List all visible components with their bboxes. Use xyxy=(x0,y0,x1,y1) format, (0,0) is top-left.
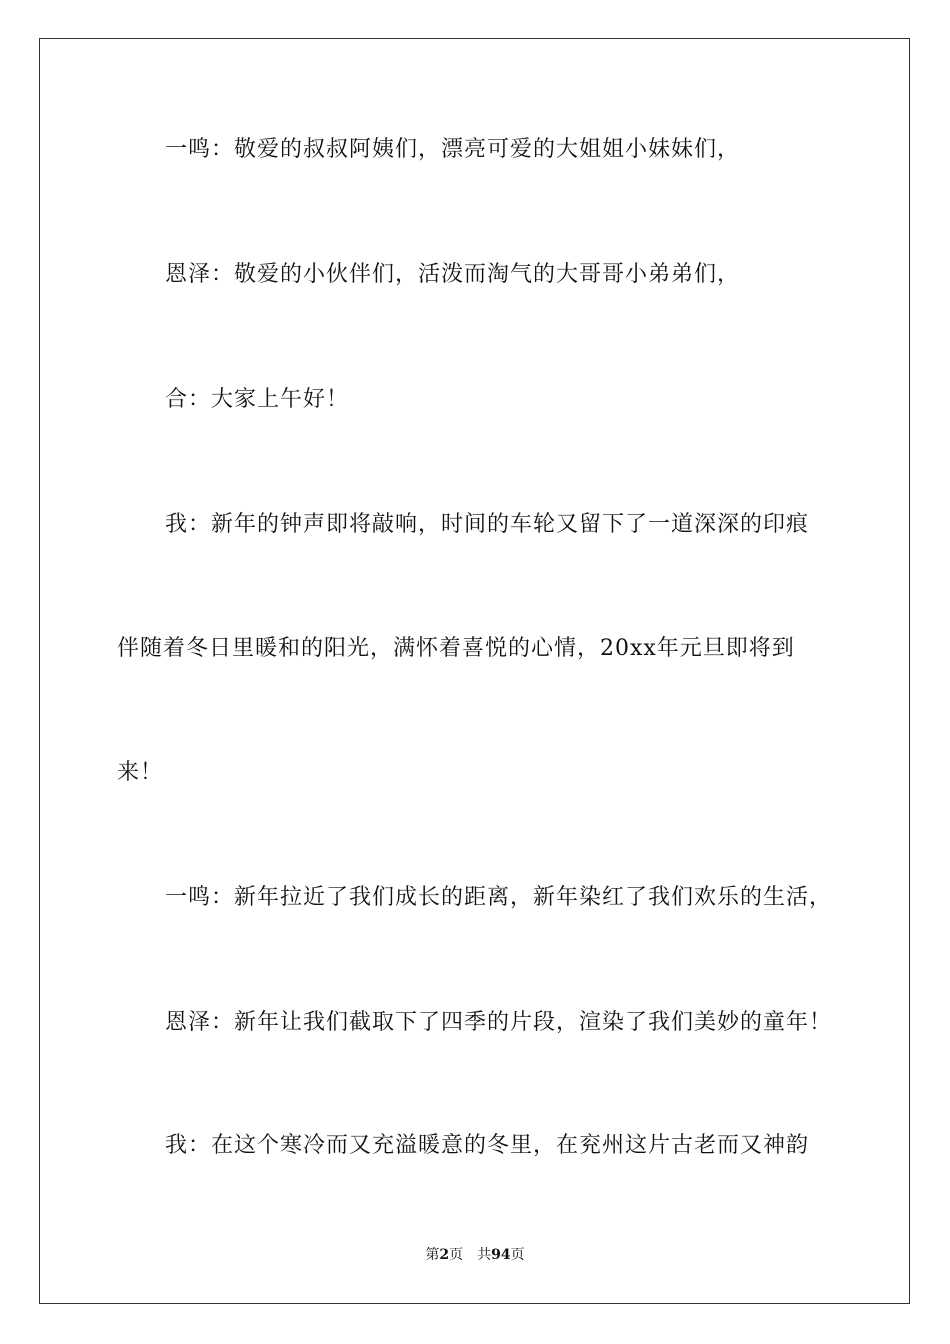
page-suffix: 页 xyxy=(449,1247,464,1263)
total-prefix: 共 xyxy=(477,1247,492,1263)
page-prefix: 第 xyxy=(425,1247,440,1263)
text-line-6: 来！ xyxy=(117,760,164,785)
page-footer xyxy=(0,1245,950,1265)
text-line-5: 伴随着冬日里暖和的阳光，满怀着喜悦的心情，20xx年元旦即将到 xyxy=(117,636,795,661)
text-line-1: 一鸣：敬爱的叔叔阿姨们，漂亮可爱的大姐姐小妹妹们， xyxy=(165,137,741,162)
total-pages: 94 xyxy=(491,1247,511,1263)
text-line-9: 我：在这个寒冷而又充溢暖意的冬里，在兖州这片古老而又神韵 xyxy=(165,1133,810,1158)
text-line-4: 我：新年的钟声即将敲响，时间的车轮又留下了一道深深的印痕 xyxy=(165,512,810,537)
text-line-7: 一鸣：新年拉近了我们成长的距离，新年染红了我们欢乐的生活， xyxy=(165,885,833,910)
page-number: 2 xyxy=(439,1247,450,1263)
text-line-8: 恩泽：新年让我们截取下了四季的片段，渲染了我们美妙的童年！ xyxy=(165,1010,833,1035)
text-line-3: 合：大家上午好！ xyxy=(165,387,350,412)
text-line-2: 恩泽：敬爱的小伙伴们，活泼而淘气的大哥哥小弟弟们， xyxy=(165,262,741,287)
page-border xyxy=(39,38,910,1304)
total-suffix: 页 xyxy=(510,1247,525,1263)
